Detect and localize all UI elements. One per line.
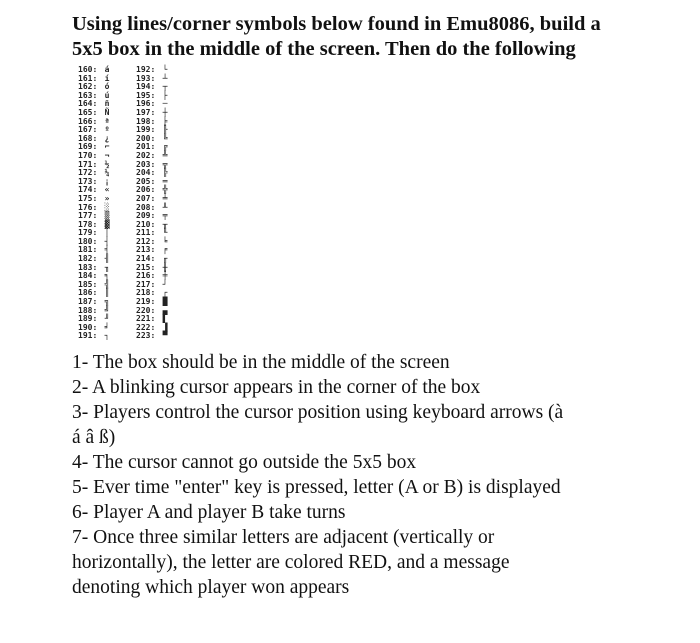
ascii-glyph: ║ xyxy=(104,288,110,298)
ascii-glyph: ╚ xyxy=(162,133,168,143)
ascii-glyph: ╩ xyxy=(162,150,168,160)
task-line: denoting which player won appears xyxy=(72,577,350,598)
task-line: 4- The cursor cannot go outside the 5x5 box xyxy=(72,452,417,473)
ascii-code: 216: xyxy=(136,271,156,281)
ascii-glyph: ╠ xyxy=(162,168,168,178)
ascii-glyph: ▀ xyxy=(162,331,168,341)
ascii-code: 200: xyxy=(136,133,156,143)
ascii-code: 161: xyxy=(78,73,98,83)
task-item xyxy=(72,400,672,450)
ascii-row xyxy=(136,332,172,341)
ascii-glyph: ┌ xyxy=(162,288,168,298)
ascii-code: 186: xyxy=(78,288,98,298)
ascii-glyph: ¬ xyxy=(104,150,110,160)
ascii-glyph: ╛ xyxy=(104,322,110,332)
ascii-glyph: ╙ xyxy=(162,228,168,238)
ascii-code: 220: xyxy=(136,305,156,315)
ascii-glyph: ╔ xyxy=(162,142,168,152)
ascii-code: 219: xyxy=(136,297,156,307)
ascii-code: 187: xyxy=(78,297,98,307)
ascii-code: 214: xyxy=(136,254,156,264)
ascii-code: 217: xyxy=(136,279,156,289)
ascii-code: 168: xyxy=(78,133,98,143)
ascii-code: 212: xyxy=(136,236,156,246)
task-item xyxy=(72,450,672,475)
ascii-code: 194: xyxy=(136,82,156,92)
ascii-glyph: ⌐ xyxy=(104,142,110,152)
ascii-glyph: ░ xyxy=(104,202,110,212)
ascii-glyph: ╫ xyxy=(162,262,168,272)
ascii-glyph: ¿ xyxy=(104,133,110,143)
ascii-glyph: « xyxy=(104,185,110,195)
ascii-code: 172: xyxy=(78,168,98,178)
ascii-glyph: ╣ xyxy=(104,279,110,289)
ascii-code: 191: xyxy=(78,331,98,341)
ascii-glyph: » xyxy=(104,193,110,203)
ascii-code: 176: xyxy=(78,202,98,212)
ascii-glyph: º xyxy=(104,125,110,135)
ascii-glyph: ┐ xyxy=(104,331,110,341)
assignment-heading xyxy=(72,12,672,62)
heading-line-1: Using lines/corner symbols below found in Emu8086, build a xyxy=(72,13,601,35)
ascii-code: 193: xyxy=(136,73,156,83)
task-line: 1- The box should be in the middle of the screen xyxy=(72,352,450,373)
task-line: á â ß) xyxy=(72,427,116,448)
ascii-glyph: ½ xyxy=(104,159,110,169)
ascii-code: 221: xyxy=(136,314,156,324)
ascii-glyph: ┤ xyxy=(104,236,110,246)
ascii-glyph: ╟ xyxy=(162,125,168,135)
ascii-code: 177: xyxy=(78,211,98,221)
ascii-code: 184: xyxy=(78,271,98,281)
ascii-glyph: ╥ xyxy=(162,219,168,229)
ascii-glyph: ┴ xyxy=(162,73,168,83)
ascii-glyph: í xyxy=(104,73,110,83)
ascii-code: 163: xyxy=(78,90,98,100)
ascii-column-left xyxy=(78,66,114,341)
ascii-row xyxy=(78,332,114,341)
task-line: 6- Player A and player B take turns xyxy=(72,502,346,523)
task-item xyxy=(72,475,672,500)
ascii-glyph: ╞ xyxy=(162,116,168,126)
ascii-glyph: ▒ xyxy=(104,211,110,221)
ascii-code: 204: xyxy=(136,168,156,178)
ascii-code: 188: xyxy=(78,305,98,315)
ascii-code: 201: xyxy=(136,142,156,152)
ascii-glyph: ╡ xyxy=(104,245,110,255)
ascii-glyph: ╗ xyxy=(104,297,110,307)
ascii-code: 182: xyxy=(78,254,98,264)
ascii-glyph: ▄ xyxy=(162,305,168,315)
ascii-glyph: ┘ xyxy=(162,279,168,289)
ascii-code: 192: xyxy=(136,65,156,74)
ascii-glyph: ═ xyxy=(162,176,168,186)
ascii-column-right xyxy=(136,66,172,341)
ascii-glyph: ╦ xyxy=(162,159,168,169)
ascii-code: 222: xyxy=(136,322,156,332)
ascii-code: 213: xyxy=(136,245,156,255)
ascii-code: 215: xyxy=(136,262,156,272)
ascii-glyph: ó xyxy=(104,82,110,92)
task-item xyxy=(72,350,672,375)
ascii-glyph: ╨ xyxy=(162,202,168,212)
ascii-code: 183: xyxy=(78,262,98,272)
heading-line-2: 5x5 box in the middle of the screen. Then do the following xyxy=(72,38,576,60)
ascii-code: 180: xyxy=(78,236,98,246)
ascii-code: 185: xyxy=(78,279,98,289)
ascii-code: 195: xyxy=(136,90,156,100)
ascii-glyph: á xyxy=(104,65,110,74)
ascii-code: 199: xyxy=(136,125,156,135)
task-line: 2- A blinking cursor appears in the corner of the box xyxy=(72,377,481,398)
ascii-code: 178: xyxy=(78,219,98,229)
ascii-character-table xyxy=(78,66,198,342)
ascii-glyph: Ñ xyxy=(104,107,110,117)
ascii-code: 203: xyxy=(136,159,156,169)
ascii-code: 198: xyxy=(136,116,156,126)
task-list xyxy=(72,350,672,600)
ascii-glyph: ╢ xyxy=(104,254,110,264)
task-item xyxy=(72,525,672,600)
ascii-glyph: ╤ xyxy=(162,211,168,221)
ascii-glyph: █ xyxy=(162,297,168,307)
ascii-glyph: ╬ xyxy=(162,185,168,195)
ascii-code: 169: xyxy=(78,142,98,152)
ascii-code: 174: xyxy=(78,185,98,195)
task-item xyxy=(72,375,672,400)
ascii-glyph: ╓ xyxy=(162,254,168,264)
ascii-glyph: ╜ xyxy=(104,314,110,324)
ascii-glyph: ▐ xyxy=(162,322,168,332)
task-line: horizontally), the letter are colored RED, and a message xyxy=(72,552,510,573)
ascii-code: 160: xyxy=(78,65,98,74)
ascii-code: 206: xyxy=(136,185,156,195)
ascii-glyph: ¼ xyxy=(104,168,110,178)
task-line: 3- Players control the cursor position using keyboard arrows (à xyxy=(72,402,564,423)
ascii-code: 208: xyxy=(136,202,156,212)
ascii-glyph: │ xyxy=(104,228,110,238)
ascii-code: 190: xyxy=(78,322,98,332)
ascii-glyph: ▓ xyxy=(104,219,110,229)
ascii-code: 211: xyxy=(136,228,156,238)
ascii-code: 162: xyxy=(78,82,98,92)
ascii-glyph: ñ xyxy=(104,99,110,109)
ascii-code: 170: xyxy=(78,150,98,160)
ascii-code: 202: xyxy=(136,150,156,160)
ascii-code: 210: xyxy=(136,219,156,229)
ascii-code: 179: xyxy=(78,228,98,238)
ascii-code: 223: xyxy=(136,331,156,341)
ascii-code: 165: xyxy=(78,107,98,117)
ascii-code: 189: xyxy=(78,314,98,324)
ascii-code: 196: xyxy=(136,99,156,109)
ascii-code: 171: xyxy=(78,159,98,169)
ascii-code: 166: xyxy=(78,116,98,126)
ascii-code: 209: xyxy=(136,211,156,221)
ascii-glyph: ╕ xyxy=(104,271,110,281)
ascii-glyph: ▌ xyxy=(162,314,168,324)
ascii-code: 175: xyxy=(78,193,98,203)
task-line: 5- Ever time "enter" key is pressed, letter (A or B) is displayed xyxy=(72,477,561,498)
ascii-glyph: ┼ xyxy=(162,107,168,117)
ascii-glyph: ┬ xyxy=(162,82,168,92)
ascii-glyph: ├ xyxy=(162,90,168,100)
ascii-code: 173: xyxy=(78,176,98,186)
ascii-glyph: ¡ xyxy=(104,176,110,186)
task-line: 7- Once three similar letters are adjacent (vertically or xyxy=(72,527,495,548)
ascii-glyph: ╧ xyxy=(162,193,168,203)
ascii-code: 164: xyxy=(78,99,98,109)
ascii-code: 197: xyxy=(136,107,156,117)
ascii-glyph: ú xyxy=(104,90,110,100)
ascii-glyph: └ xyxy=(162,65,168,74)
ascii-code: 167: xyxy=(78,125,98,135)
ascii-glyph: ╪ xyxy=(162,271,168,281)
task-item xyxy=(72,500,672,525)
ascii-glyph: ╒ xyxy=(162,245,168,255)
ascii-glyph: ╖ xyxy=(104,262,110,272)
ascii-glyph: ╘ xyxy=(162,236,168,246)
ascii-glyph: ╝ xyxy=(104,305,110,315)
ascii-code: 207: xyxy=(136,193,156,203)
ascii-code: 181: xyxy=(78,245,98,255)
ascii-code: 205: xyxy=(136,176,156,186)
ascii-code: 218: xyxy=(136,288,156,298)
ascii-glyph: ─ xyxy=(162,99,168,109)
ascii-glyph: ª xyxy=(104,116,110,126)
